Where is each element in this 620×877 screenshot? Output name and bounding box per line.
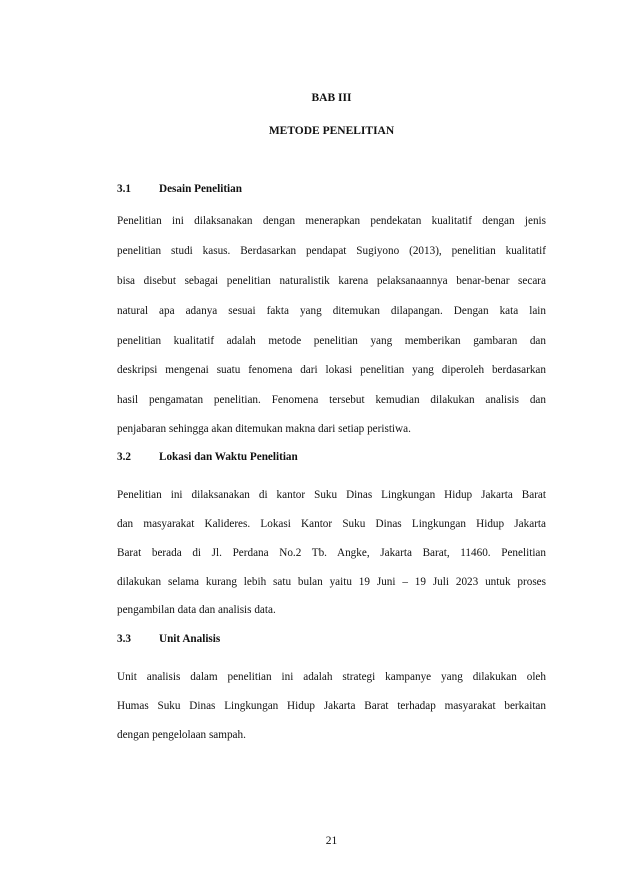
chapter-title: METODE PENELITIAN [268,125,395,137]
paragraph-line: deskripsi mengenai suatu fenomena dari lokasi penelitian yang diperoleh berdasarkan [117,364,546,376]
paragraph-line: pengambilan data dan analisis data. [117,604,276,616]
section-heading-3-3 [117,633,220,645]
section-number: 3.3 [117,633,131,645]
chapter-label: BAB III [311,92,352,104]
section-heading-3-1 [117,183,242,195]
paragraph-line: Unit analisis dalam penelitian ini adalah strategi kampanye yang dilakukan oleh [117,671,546,683]
paragraph-line: Penelitian ini dilaksanakan dengan menerapkan pendekatan kualitatif dengan jenis [117,215,546,227]
paragraph-line: natural apa adanya sesuai fakta yang ditemukan dilapangan. Dengan kata lain [117,305,546,317]
paragraph-line: bisa disebut sebagai penelitian naturalistik karena pelaksanaannya benar-benar secara [117,275,546,287]
paragraph-line: dan masyarakat Kalideres. Lokasi Kantor Suku Dinas Lingkungan Hidup Jakarta [117,518,546,530]
section-number: 3.2 [117,451,131,463]
paragraph-line: penelitian studi kasus. Berdasarkan pendapat Sugiyono (2013), penelitian kualitatif [117,245,546,257]
section-title: Lokasi dan Waktu Penelitian [159,451,298,463]
paragraph-line: dilakukan selama kurang lebih satu bulan yaitu 19 Juni – 19 Juli 2023 untuk proses [117,576,546,588]
paragraph-line: Barat berada di Jl. Perdana No.2 Tb. Angke, Jakarta Barat, 11460. Penelitian [117,547,546,559]
section-number: 3.1 [117,183,131,195]
paragraph-line: Humas Suku Dinas Lingkungan Hidup Jakarta Barat terhadap masyarakat berkaitan [117,700,546,712]
paragraph-line: penelitian kualitatif adalah metode penelitian yang memberikan gambaran dan [117,335,546,347]
paragraph-line: hasil pengamatan penelitian. Fenomena tersebut kemudian dilakukan analisis dan [117,394,546,406]
paragraph-line: dengan pengelolaan sampah. [117,729,246,741]
paragraph-line: penjabaran sehingga akan ditemukan makna dari setiap peristiwa. [117,423,411,435]
paragraph-line: Penelitian ini dilaksanakan di kantor Suku Dinas Lingkungan Hidup Jakarta Barat [117,489,546,501]
section-title: Unit Analisis [159,633,221,645]
section-heading-3-2 [117,451,298,463]
page-number: 21 [325,835,338,847]
section-title: Desain Penelitian [159,183,242,195]
